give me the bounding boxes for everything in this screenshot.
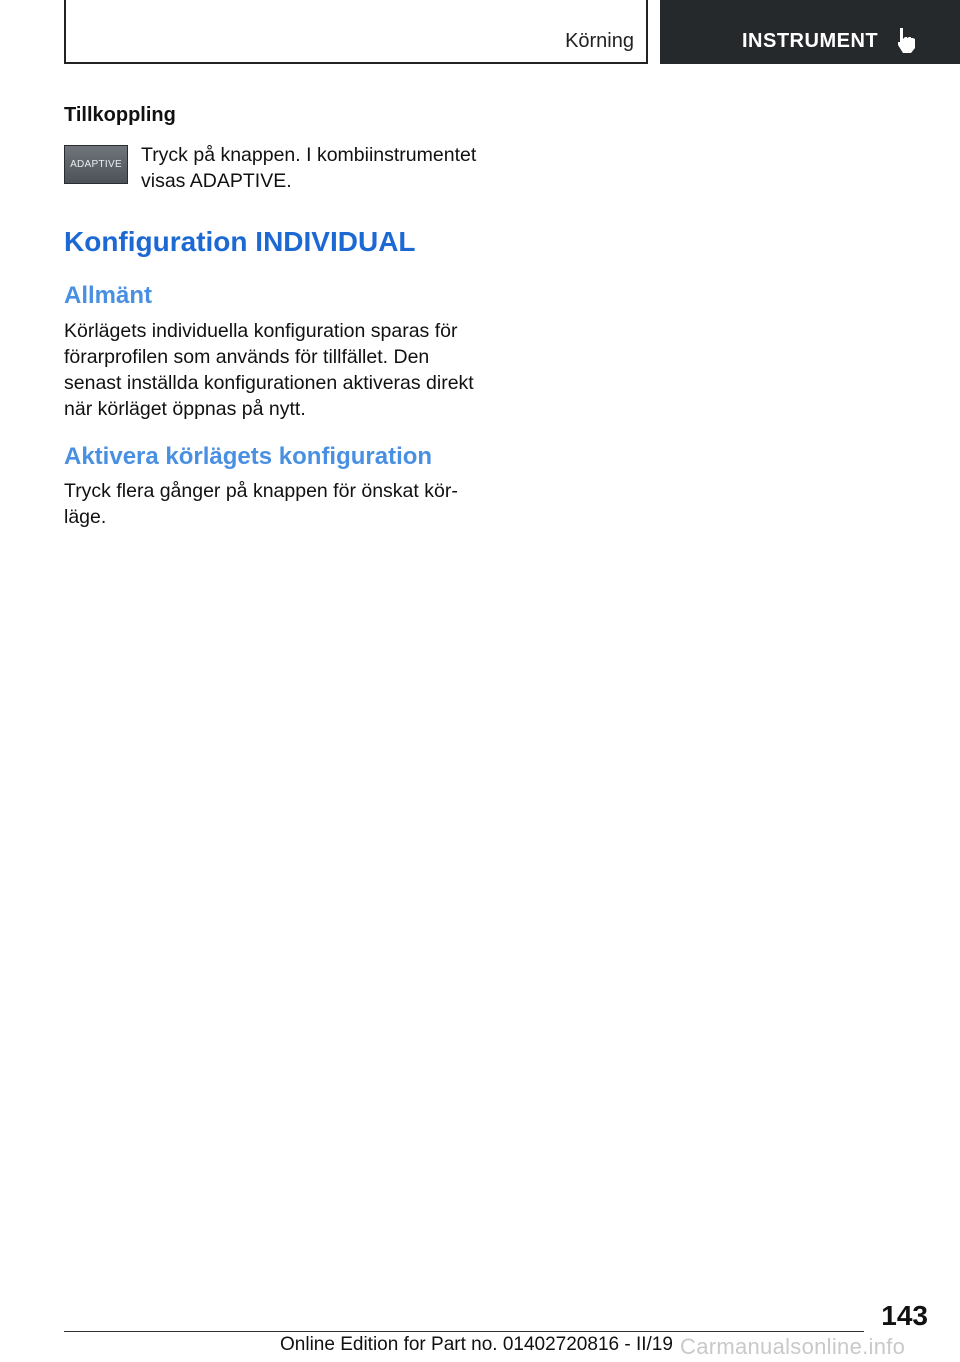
activation-text: Tryck på knappen. I kombiinstrumentet visas ADAPTIVE. — [141, 144, 477, 192]
activate-heading: Aktivera körlägets konfiguration — [64, 443, 433, 470]
edition-text: Online Edition for Part no. 01402720816 - II/19 — [280, 1334, 673, 1355]
page-number: 143 — [881, 1300, 928, 1331]
pointing-hand-icon — [894, 26, 920, 54]
header-chapter-tab — [660, 0, 960, 64]
activate-text: Tryck flera gånger på knappen för önskat körläge. — [64, 480, 458, 528]
footer-divider — [64, 1331, 864, 1332]
general-heading: Allmänt — [64, 282, 153, 309]
adaptive-button-label: ADAPTIVE — [70, 159, 122, 170]
header-section-tab — [64, 0, 648, 64]
chapter-title: INSTRUMENT — [742, 30, 879, 52]
config-heading: Konfiguration INDIVIDUAL — [64, 226, 416, 257]
adaptive-button-image — [64, 145, 128, 184]
general-text: Körlägets individuella konfiguration sparas för förarprofilen som används för tillfället. Den senast inställda konfigurationen aktiveras direkt när körläget öppnas på nytt. — [64, 320, 474, 420]
activation-heading: Tillkoppling — [64, 104, 176, 126]
section-title: Körning — [565, 30, 634, 52]
watermark: Carmanualsonline.info — [680, 1334, 906, 1359]
